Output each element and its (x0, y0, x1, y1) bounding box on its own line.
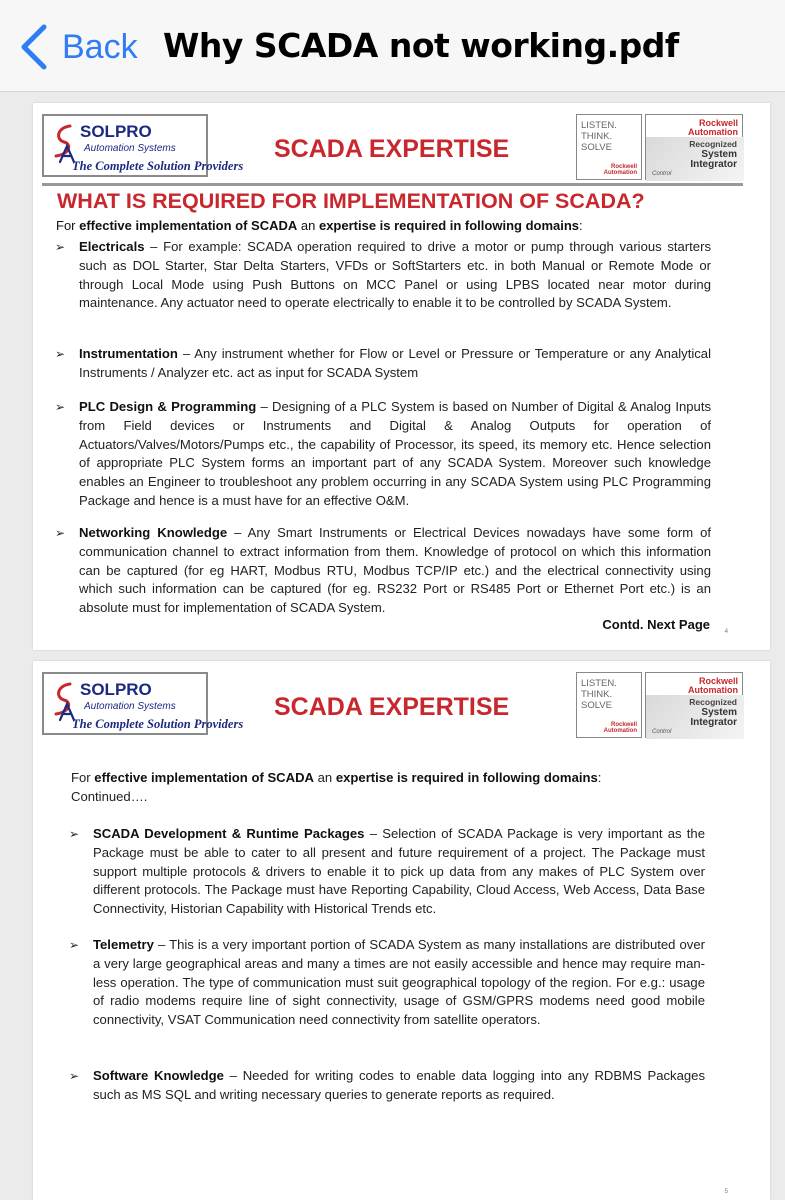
page-number: 5 (724, 1189, 728, 1195)
logo-tagline: The Complete Solution Providers (72, 159, 244, 173)
arrow-bullet-icon: ➢ (69, 938, 80, 952)
recognized-text: Recognized (689, 697, 737, 707)
listen-think-solve-logo (576, 114, 642, 180)
pdf-page-4 (33, 103, 770, 650)
arrow-bullet-icon: ➢ (69, 1069, 80, 1083)
page-number: 4 (724, 629, 728, 635)
mini-brand-2: Automation (603, 170, 637, 176)
pdf-page-5 (33, 661, 770, 1200)
intro-part-2: effective implementation of SCADA (79, 218, 298, 233)
list-item-instrumentation (55, 345, 711, 383)
arrow-bullet-icon: ➢ (55, 347, 66, 361)
navigation-bar (0, 0, 785, 92)
brand-2: Automation (688, 127, 738, 137)
intro-part-5: : (597, 770, 602, 785)
intro-part-4: expertise is required in following domains (318, 218, 580, 233)
intro-text (71, 768, 705, 806)
integrator-text: Integrator (690, 717, 737, 728)
list-item-electricals (55, 238, 711, 313)
mini-brand-2: Automation (603, 728, 637, 734)
system-text: System (701, 707, 737, 718)
item-text: – This is a very important portion of SCADA System as many installations are distributed over a very large geographical areas and many a times are not easily accessible and hence may require man-less operation. The type of communication must suit geographical topology of the region. For e.g.: usage of radio modems require line of sight connectivity, usage of GSM/GPRS modems need good mobile connectivity, VSAT Communication need connectivity from satellite operators. (93, 937, 705, 1028)
page-heading: WHAT IS REQUIRED FOR IMPLEMENTATION OF SCADA? (57, 189, 645, 213)
brand-2: Automation (688, 685, 738, 695)
intro-part-1: For (56, 218, 80, 233)
list-item-software (69, 1067, 705, 1105)
mini-brand-1: Rockwell (610, 164, 637, 170)
item-text: – Needed for writing codes to enable data logging into any RDBMS Packages such as MS SQL and writing necessary queries to generate reports as required. (93, 1068, 705, 1102)
listen-text: LISTEN. (581, 120, 617, 131)
item-title: SCADA Development & Runtime Packages (93, 826, 365, 841)
back-label[interactable]: Back (62, 27, 138, 66)
continued-note: Contd. Next Page (602, 617, 710, 632)
solpro-logo (42, 672, 244, 735)
intro-part-4: expertise is required in following domains (335, 770, 598, 785)
arrow-bullet-icon: ➢ (55, 526, 66, 540)
mini-brand-1: Rockwell (610, 722, 637, 728)
item-title: Networking Knowledge (79, 525, 228, 540)
intro-continued: Continued…. (71, 789, 148, 804)
item-title: Telemetry (93, 937, 154, 952)
brand-1: Rockwell (698, 676, 738, 686)
item-title: Software Knowledge (93, 1068, 224, 1083)
item-text: – Any instrument whether for Flow or Level or Pressure or Temperature or any Analytical Instruments / Analyzer etc. act as input for SCADA System (79, 346, 711, 380)
item-text: – Selection of SCADA Package is very important as the Package must be able to cater to all present and future requirement of a project. The Package must support multiple protocols & drivers to enable it to pick up data from any makes of PLC System over different protocols. The Package must have Reporting Capability, Cloud Access, Web Access, Data Base Connectivity, Historian Capability with Historical Trends etc. (93, 826, 705, 917)
back-button[interactable] (18, 22, 138, 72)
intro-part-1: For (71, 770, 95, 785)
intro-part-3: an (314, 770, 336, 785)
system-text: System (701, 149, 737, 160)
item-title: Instrumentation (79, 346, 178, 361)
item-text: – Designing of a PLC System is based on Number of Digital & Analog Inputs from Field devices or Instruments and Digital & Analog Outputs for operation of Actuators/Valves/Motors/Pumps etc., the capability of Processor, its speed, its memory etc. Hence selection of appropriate PLC System forms an important part of any SCADA System. Moreover such knowledge enables an Engineer to troubleshoot any problem occurring in any SCADA System using PLC Programming Package and hence is a must have for an effective O&M. (79, 399, 711, 508)
chevron-left-icon[interactable] (18, 22, 50, 72)
integrator-text: Integrator (690, 159, 737, 170)
arrow-bullet-icon: ➢ (69, 827, 80, 841)
header-divider (42, 183, 743, 186)
header-title: SCADA EXPERTISE (274, 135, 510, 163)
listen-text: LISTEN. (581, 678, 617, 689)
intro-text (56, 218, 583, 233)
intro-part-5: : (579, 218, 583, 233)
item-text: – For example: SCADA operation required to drive a motor or pump through various starters such as DOL Starter, Star Delta Starters, VFDs or SoftStarters etc. in both Manual or Remote Mode or through Local Mode using Push Buttons on MCC Panel or using LPBS located near motor during maintenance. Any actuator need to operate electrically to enable it to be controlled by SCADA System. (79, 239, 711, 311)
listen-think-solve-logo (576, 672, 642, 738)
rockwell-integrator-badge (645, 114, 743, 180)
list-item-plc (55, 398, 711, 511)
document-title: Why SCADA not working.pdf (163, 26, 679, 65)
list-item-networking (55, 524, 711, 618)
solpro-logo (42, 114, 244, 177)
intro-part-2: effective implementation of SCADA (94, 770, 314, 785)
logo-subtitle: Automation Systems (84, 143, 176, 154)
brand-1: Rockwell (698, 118, 738, 128)
control-text: Control (652, 729, 672, 735)
header-title: SCADA EXPERTISE (274, 693, 510, 721)
arrow-bullet-icon: ➢ (55, 240, 66, 254)
rockwell-integrator-badge (645, 672, 743, 738)
recognized-text: Recognized (689, 139, 737, 149)
logo-name: SOLPRO (80, 680, 152, 699)
logo-name: SOLPRO (80, 122, 152, 141)
intro-part-3: an (297, 218, 319, 233)
item-title: PLC Design & Programming (79, 399, 257, 414)
list-item-scada-packages (69, 825, 705, 919)
item-title: Electricals (79, 239, 145, 254)
think-text: THINK. (581, 689, 613, 700)
control-text: Control (652, 171, 672, 177)
solve-text: SOLVE (581, 700, 612, 711)
think-text: THINK. (581, 131, 613, 142)
logo-tagline: The Complete Solution Providers (72, 717, 244, 731)
item-text: – Any Smart Instruments or Electrical Devices nowadays have some form of communication channel to extract information from them. Knowledge of protocol on which this information can be captured (for eg HART, Modbus RTU, Modbus TCP/IP etc.) and the electrical connectivity using which such information can be captured (for eg. RS232 Port or RS485 Port or Ethernet Port etc.) is an absolute must for implementation of SCADA System. (79, 525, 711, 616)
list-item-telemetry (69, 936, 705, 1030)
logo-subtitle: Automation Systems (84, 701, 176, 712)
arrow-bullet-icon: ➢ (55, 400, 66, 414)
solve-text: SOLVE (581, 142, 612, 153)
